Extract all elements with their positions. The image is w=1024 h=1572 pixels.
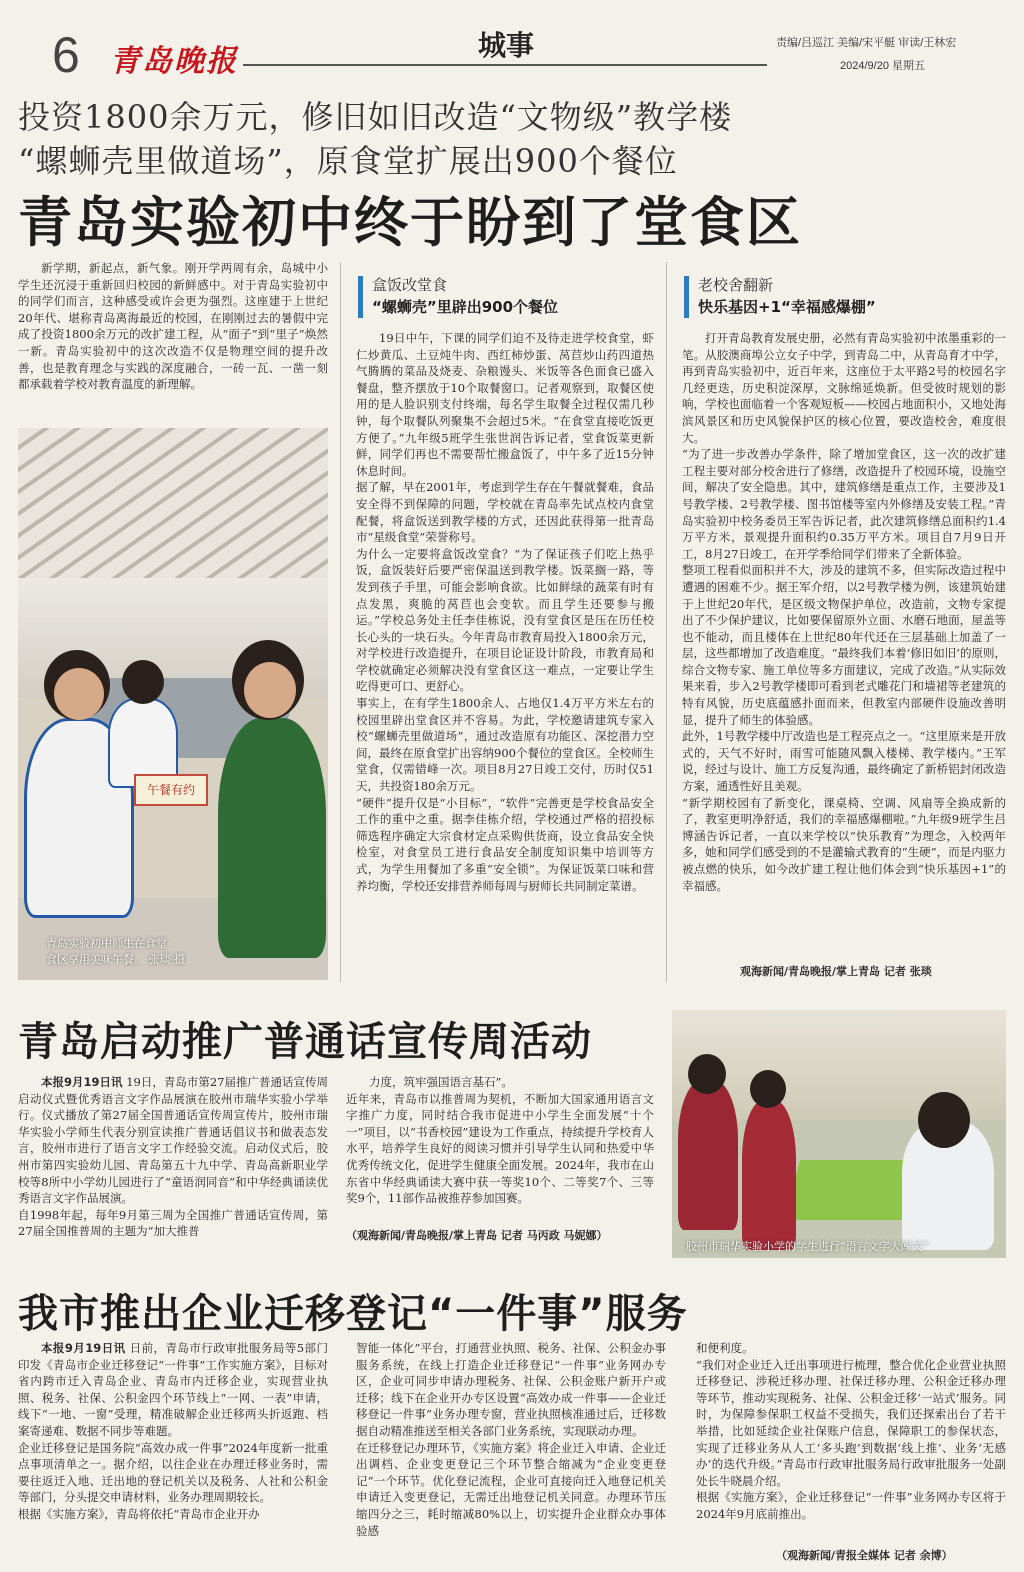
newspaper-logo: 青岛晚报: [110, 44, 238, 79]
column-divider: [340, 262, 341, 982]
article2-byline: （观海新闻/青岛晚报/掌上青岛 记者 马丙政 马妮娜）: [346, 1229, 608, 1242]
subheading-2-title: 快乐基因+1“幸福感爆棚”: [698, 298, 876, 316]
kicker-line-2: “螺蛳壳里做道场”，原食堂扩展出900个餐位: [18, 142, 678, 180]
headline-2: 青岛启动推广普通话宣传周活动: [18, 1019, 592, 1065]
article3-col1-text: 日前，青岛市行政审批服务局等5部门印发《青岛市企业迁移登记“一件事”工作实施方案》，目标对省内跨市迁入青岛企业、青岛市内迁移企业，实现营业执照、税务、社保、公积金四个环节线上“一网、一表”申请，线下“一地、一窗”受理，精准破解企业迁移两头折返跑、档案寄递难、数据不同步等难题。 企业迁移登记是国务院“高效办成一件事”2024年度新一批重点事项清单之一。据介绍，以往企业在办理迁移业务时，需要往返迁入地、迁出地的登记机关以及税务、人社和公积金等部门，分头提交申请材料，业务办理周期较长。 根据《实施方案》，青岛将依托“青岛市企业开办: [18, 1341, 328, 1521]
photo2-student-1: [678, 1080, 738, 1230]
article2-col2: 力度，筑牢强国语言基石”。 近年来，青岛市以推普周为契机，不断加大国家通用语言文字推广力度，同时结合我市促进中小学生全面发展“十个一”项目，以“书香校园”建设为工作重点，持续提升学校育人水平，培养学生良好的阅读习惯并引导学生认同和热爱中华优秀传统文化，促进学生健康全面发展。2024年，我市在山东省中华经典诵读大赛中获一等奖10个、二等奖7个、三等奖9个，11部作品被推荐参加国赛。: [346, 1075, 654, 1206]
article3-col1: [18, 1340, 328, 1572]
article2-col1: [18, 1074, 328, 1264]
photo2-teacher-head: [918, 1092, 970, 1148]
students-photo: [672, 1010, 1006, 1258]
kicker-line-1: 投资1800余万元，修旧如旧改造“文物级”教学楼: [18, 98, 733, 136]
header-rule: [243, 64, 767, 66]
article3-lead: 本报9月19日讯: [41, 1341, 126, 1355]
teacher-face: [244, 662, 296, 718]
photo2-table: [784, 1160, 920, 1220]
article3-col3: 和便利度。 “我们对企业迁入迁出事项进行梳理，整合优化企业营业执照迁移登记、涉税迁移办理、社保迁移办理、公积金迁移办理等环节，推动实现税务、社保、公积金迁移‘一站式’服务。同时，为保障参保职工权益不受损失，我们还探索出台了若干举措，比如延续企业社保账户信息，保障职工的参保状态，实现了迁移业务从人工‘多头跑’到数据‘线上推’、业务‘无感办’的迭代升级。”青岛市行政审批服务局行政审批服务一处副处长牛晓晨介绍。 根据《实施方案》，企业迁移登记“一件事”业务网办专区将于2024年9月底前推出。: [696, 1341, 1006, 1521]
photo2-caption: 胶州市瑞华实验小学的学生进行“语言文字大闯关”: [686, 1240, 929, 1253]
subheading-1-title: “螺蛳壳”里辟出900个餐位: [372, 298, 559, 316]
article3-col2: 智能一体化”平台，打通营业执照、税务、社保、公积金办事服务系统，在线上打造企业迁移登记“一件事”业务网办专区，企业可同步申请办理税务、社保、公积金账户新开户或迁移；线下在企业开办专区设置“高效办成一件事——企业迁移登记一件事”业务办理专窗，营业执照核准通过后，迁移数据自动精准推送至相关各部门业务系统，实现联动办理。 在迁移登记办理环节，《实施方案》将企业迁入申请、企业迁出调档、企业变更登记三个环节整合缩减为“企业变更登记”一个环节。优化登记流程，企业可直接向迁入地登记机关申请迁入变更登记，无需迁出地登记机关同意。办理环节压缩四分之三，耗时缩减80%以上，切实提升企业群众办事体验感: [356, 1341, 666, 1538]
subheading-1-kicker: 盒饭改堂食: [372, 276, 448, 294]
section-title: 城事: [478, 29, 535, 62]
headline-3: 我市推出企业迁移登记“一件事”服务: [18, 1291, 688, 1337]
article3-byline: （观海新闻/青报全媒体 记者 余博）: [776, 1549, 953, 1562]
photo-caption-line-1: 青岛实验初中师生在食堂: [46, 937, 167, 950]
photo2-head-2: [750, 1070, 786, 1108]
subheading-1: [358, 274, 658, 324]
teacher-figure: [218, 718, 326, 958]
editor-credits: 责编/吕巡江 美编/宋平艇 审读/王林宏: [776, 37, 957, 49]
article2-col1-text: 19日，青岛市第27届推广普通话宣传周启动仪式暨优秀语言文字作品展演在胶州市瑞华实验小学举行。仪式播放了第27届全国普通话宣传周宣传片，胶州市瑞华实验小学师生代表分别宣读推广普通话倡议书和做表态发言，胶州市进行了语言文字工作经验交流。启动仪式后，胶州市第四实验幼儿园、青岛第五十九中学、青岛高新职业学校等8所中小学幼儿园进行了“童语润同音”和中华经典诵读优秀语言文字作品展演。 自1998年起，每年9月第三周为全国推广普通话宣传周，第27届全国推普周的主题为“加大推普: [18, 1075, 328, 1239]
article1-col2: 19日中午，下课的同学们迫不及待走进学校食堂，虾仁炒黄瓜、土豆炖牛肉、西红柿炒蛋、莴苣炒山药四道热气腾腾的菜品及烧麦、杂粮馒头、米饭等各色面食已盛入餐盘，整齐摆放于10个取餐窗口。记者观察到，取餐区使用的是人脸识别支付终端，每名学生取餐全过程仅需几秒钟，每个取餐队列聚集不会超过5米。“在食堂直接吃饭更方便了。”九年级5班学生张世润告诉记者，堂食饭菜更新鲜，同学们再也不需要帮忙搬盒饭了，中午多了近15分钟休息时间。 据了解，早在2001年，考虑到学生存在午餐就餐难，食品安全得不到保障的问题，学校就在青岛率先试点校内食堂配餐，将盒饭送到教学楼的方式，还因此获得第一批青岛市“星级食堂”荣誉称号。 为什么一定要将盒饭改堂食？“为了保证孩子们吃上热乎饭，盒饭装好后要严密保温送到教学楼。饭菜搁一路，等发到孩子手里，可能会影响食欲。比如鲜绿的蔬菜有时有点发黑，爽脆的莴苣也会变软。而且学生还要参与搬运。”学校总务处主任李佳栋说，没有堂食区是压在历任校长心头的一块石头。今年青岛市教育局投入1800余万元，对学校进行改造提升，在项目论证设计阶段，市教育局和学校就确定必须解决没有堂食区这一难点，一定要让学生吃得更可口、更舒心。 事实上，在有学生1800余人、占地仅1.4万平方米左右的校园里辟出堂食区并不容易。为此，学校邀请建筑专家入校“螺蛳壳里做道场”，通过改造原有功能区、深挖潜力空间，最终在原食堂扩出容纳900个餐位的堂食区。全校师生堂食，仅需错峰一次。项目8月27日竣工交付，历时仅51天，共投资180余万元。 “硬件”提升仅是“小目标”，“软件”完善更是学校食品安全工作的重中之重。据李佳栋介绍，学校通过严格的招投标筛选程序确定大宗食材定点采购供货商，设立食品安全快检室，对食堂员工进行食品安全制度知识集中培训等方式，为学生用餐加了多重“安全锁”。为保证饭菜口味和营养均衡，学校还安排营养师每周与厨师长共同制定菜谱。: [356, 331, 654, 893]
cafeteria-photo: [18, 428, 328, 980]
subheading-bar: [684, 276, 689, 318]
article1-intro: 新学期，新起点，新气象。刚开学两周有余，岛城中小学生还沉浸于重新回归校园的新鲜感中。对于青岛实验初中的同学们而言，这种感受或许会更为强烈。这座建于上世纪20年代、堪称青岛离海最近的校园，在刚刚过去的暑假中完成了投资1800余万元的改扩建工程，从“面子”到“里子”焕然一新。青岛实验初中的这次改造不仅是物理空间的提升改善，也是教育理念与实践的深度融合，一砖一瓦、一凿一刻都承载着学校对教育温度的新理解。: [18, 261, 328, 392]
main-headline: 青岛实验初中终于盼到了堂食区: [18, 191, 802, 254]
subheading-2-kicker: 老校舍翻新: [698, 276, 774, 294]
column-divider: [666, 262, 667, 982]
photo-caption-line-2: 食区享用美味午餐。 张琰 摄: [46, 953, 185, 966]
article2-lead: 本报9月19日讯: [41, 1075, 123, 1089]
photo-caption: [46, 936, 185, 968]
subheading-2: [684, 274, 984, 324]
article1-col3: 打开青岛教育发展史册，必然有青岛实验初中浓墨重彩的一笔。从胶澳商埠公立女子中学，到青岛二中，从青岛育才中学，再到青岛实验初中，近百年来，这座位于太平路2号的校园名字几经更迭，历史积淀深厚，文脉绵延焕新。但受彼时规划的影响，学校也面临着一个客观短板——校园占地面积小，又地处海滨风景区和历史风貌保护区的核心位置，要改造校舍，难度很大。 “为了进一步改善办学条件，除了增加堂食区，这一次的改扩建工程主要对部分校舍进行了修缮，改造提升了校园环境，设施空间，解决了安全隐患。其中，建筑修缮是重点工作，主要涉及1号教学楼、2号教学楼、图书馆楼等室内外修缮及安装工程。”青岛实验初中校务委员王军告诉记者，此次建筑修缮总面积约1.4万平方米，景观提升面积约0.35万平方米。项目自7月9日开工，8月27日竣工，在开学季给同学们带来了全新体验。 整项工程看似面积并不大，涉及的建筑不多，但实际改造过程中遭遇的困难不少。据王军介绍，以2号教学楼为例，该建筑始建于上世纪20年代，是区级文物保护单位，改造前，文物专家提出了不少保护建议，比如要保留原外立面、水磨石地面，屋盖等也不能动，而且楼体在上世纪80年代还在三层基础上加盖了一层，这些都增加了改造难度。“最终我们本着‘修旧如旧’的原则，综合文物专家、施工单位等多方面建议，完成了改造。”从实际效果来看，步入2号教学楼即可看到老式雕花门和墙裙等老建筑的特有风貌，历史底蕴感扑面而来，但教室内部硬件设施改善明显，提升了师生的体验感。 此外，1号教学楼中厅改造也是工程亮点之一。“这里原来是开放式的，天气不好时，雨雪可能随风飘入楼梯、教学楼内。”王军说，经过与设计、施工方反复沟通，最终确定了新桥铝封闭改造方案，通透性好且美观。 “新学期校园有了新变化，课桌椅、空调、风扇等全换成新的了，教室更明净舒适，我们的幸福感爆棚啦。”九年级9班学生吕博涵告诉记者，一直以来学校以“快乐教育”为理念，入校两年多，她和同学们感受到的不是灌输式教育的“生硬”，而是内驱力被点燃的快乐，如今改扩建工程让他们体会到“快乐基因+1”的幸福感。: [682, 331, 1006, 893]
student-face-left: [54, 668, 104, 720]
photo2-student-2: [742, 1100, 796, 1250]
subheading-bar: [358, 276, 363, 318]
page-header: [0, 0, 1024, 88]
article1-byline: 观海新闻/青岛晚报/掌上青岛 记者 张琰: [740, 965, 932, 978]
page-number: 6: [52, 27, 80, 83]
issue-date: 2024/9/20 星期五: [840, 60, 925, 72]
lunch-sign: 午餐有约: [134, 774, 208, 806]
photo2-head-1: [688, 1054, 726, 1094]
student-head-mid: [122, 660, 164, 704]
